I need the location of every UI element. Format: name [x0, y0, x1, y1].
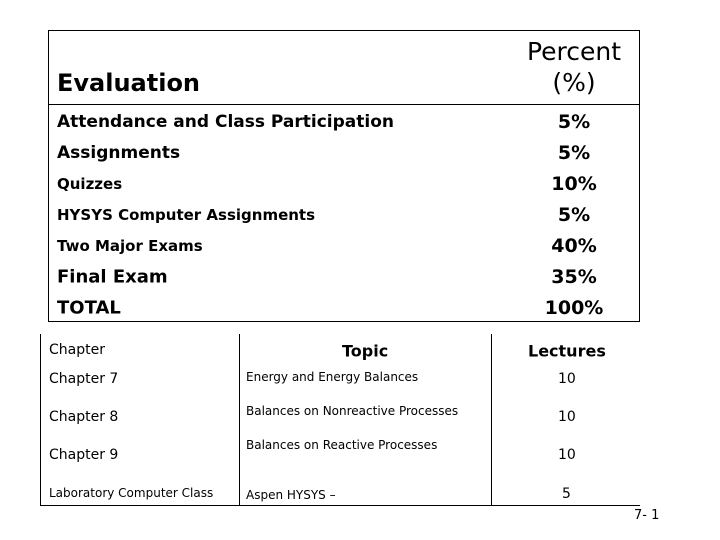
lectures-header: Lectures	[528, 341, 606, 361]
lectures-cell: 5	[562, 486, 571, 502]
eval-row-label: Assignments	[57, 143, 181, 163]
topic-cell: Balances on Reactive Processes	[246, 438, 438, 452]
eval-row-value: 35%	[551, 266, 597, 288]
eval-row-label: Quizzes	[57, 175, 123, 193]
total-label: TOTAL	[57, 297, 121, 319]
eval-row-label: Two Major Exams	[57, 237, 203, 255]
chapter-header: Chapter	[49, 342, 105, 358]
topic-cell: Energy and Energy Balances	[246, 370, 419, 384]
chapter-cell: Chapter 9	[49, 447, 119, 463]
total-value: 100%	[544, 297, 604, 319]
topic-header: Topic	[342, 341, 389, 361]
schedule-bottom-border	[40, 505, 640, 506]
percent-header	[519, 36, 629, 98]
eval-row-label: Attendance and Class Participation	[57, 112, 394, 132]
chapter-cell: Laboratory Computer Class	[49, 486, 214, 500]
eval-row-value: 5%	[557, 204, 591, 226]
eval-row-value: 40%	[551, 235, 597, 257]
header-divider	[49, 104, 639, 105]
chapter-cell: Chapter 7	[49, 371, 119, 387]
eval-row-value: 5%	[557, 111, 591, 133]
percent-header-line2: (%)	[552, 68, 596, 97]
eval-row-label: Final Exam	[57, 266, 168, 288]
eval-row-label: HYSYS Computer Assignments	[57, 206, 316, 224]
chapter-cell: Chapter 8	[49, 409, 119, 425]
eval-row-value: 5%	[557, 142, 591, 164]
evaluation-table	[48, 30, 640, 322]
schedule-column-divider	[491, 334, 492, 506]
topic-cell: Aspen HYSYS –	[246, 488, 336, 502]
evaluation-header: Evaluation	[57, 69, 201, 97]
lectures-cell: 10	[558, 409, 576, 425]
schedule-table	[40, 334, 640, 506]
lectures-cell: 10	[558, 447, 576, 463]
schedule-column-divider	[239, 334, 240, 506]
schedule-left-border	[40, 334, 41, 506]
eval-row-value: 10%	[551, 173, 597, 195]
page-number: 7- 1	[634, 508, 660, 523]
lectures-cell: 10	[558, 371, 576, 387]
topic-cell: Balances on Nonreactive Processes	[246, 404, 459, 418]
percent-header-line1: Percent	[526, 37, 622, 66]
